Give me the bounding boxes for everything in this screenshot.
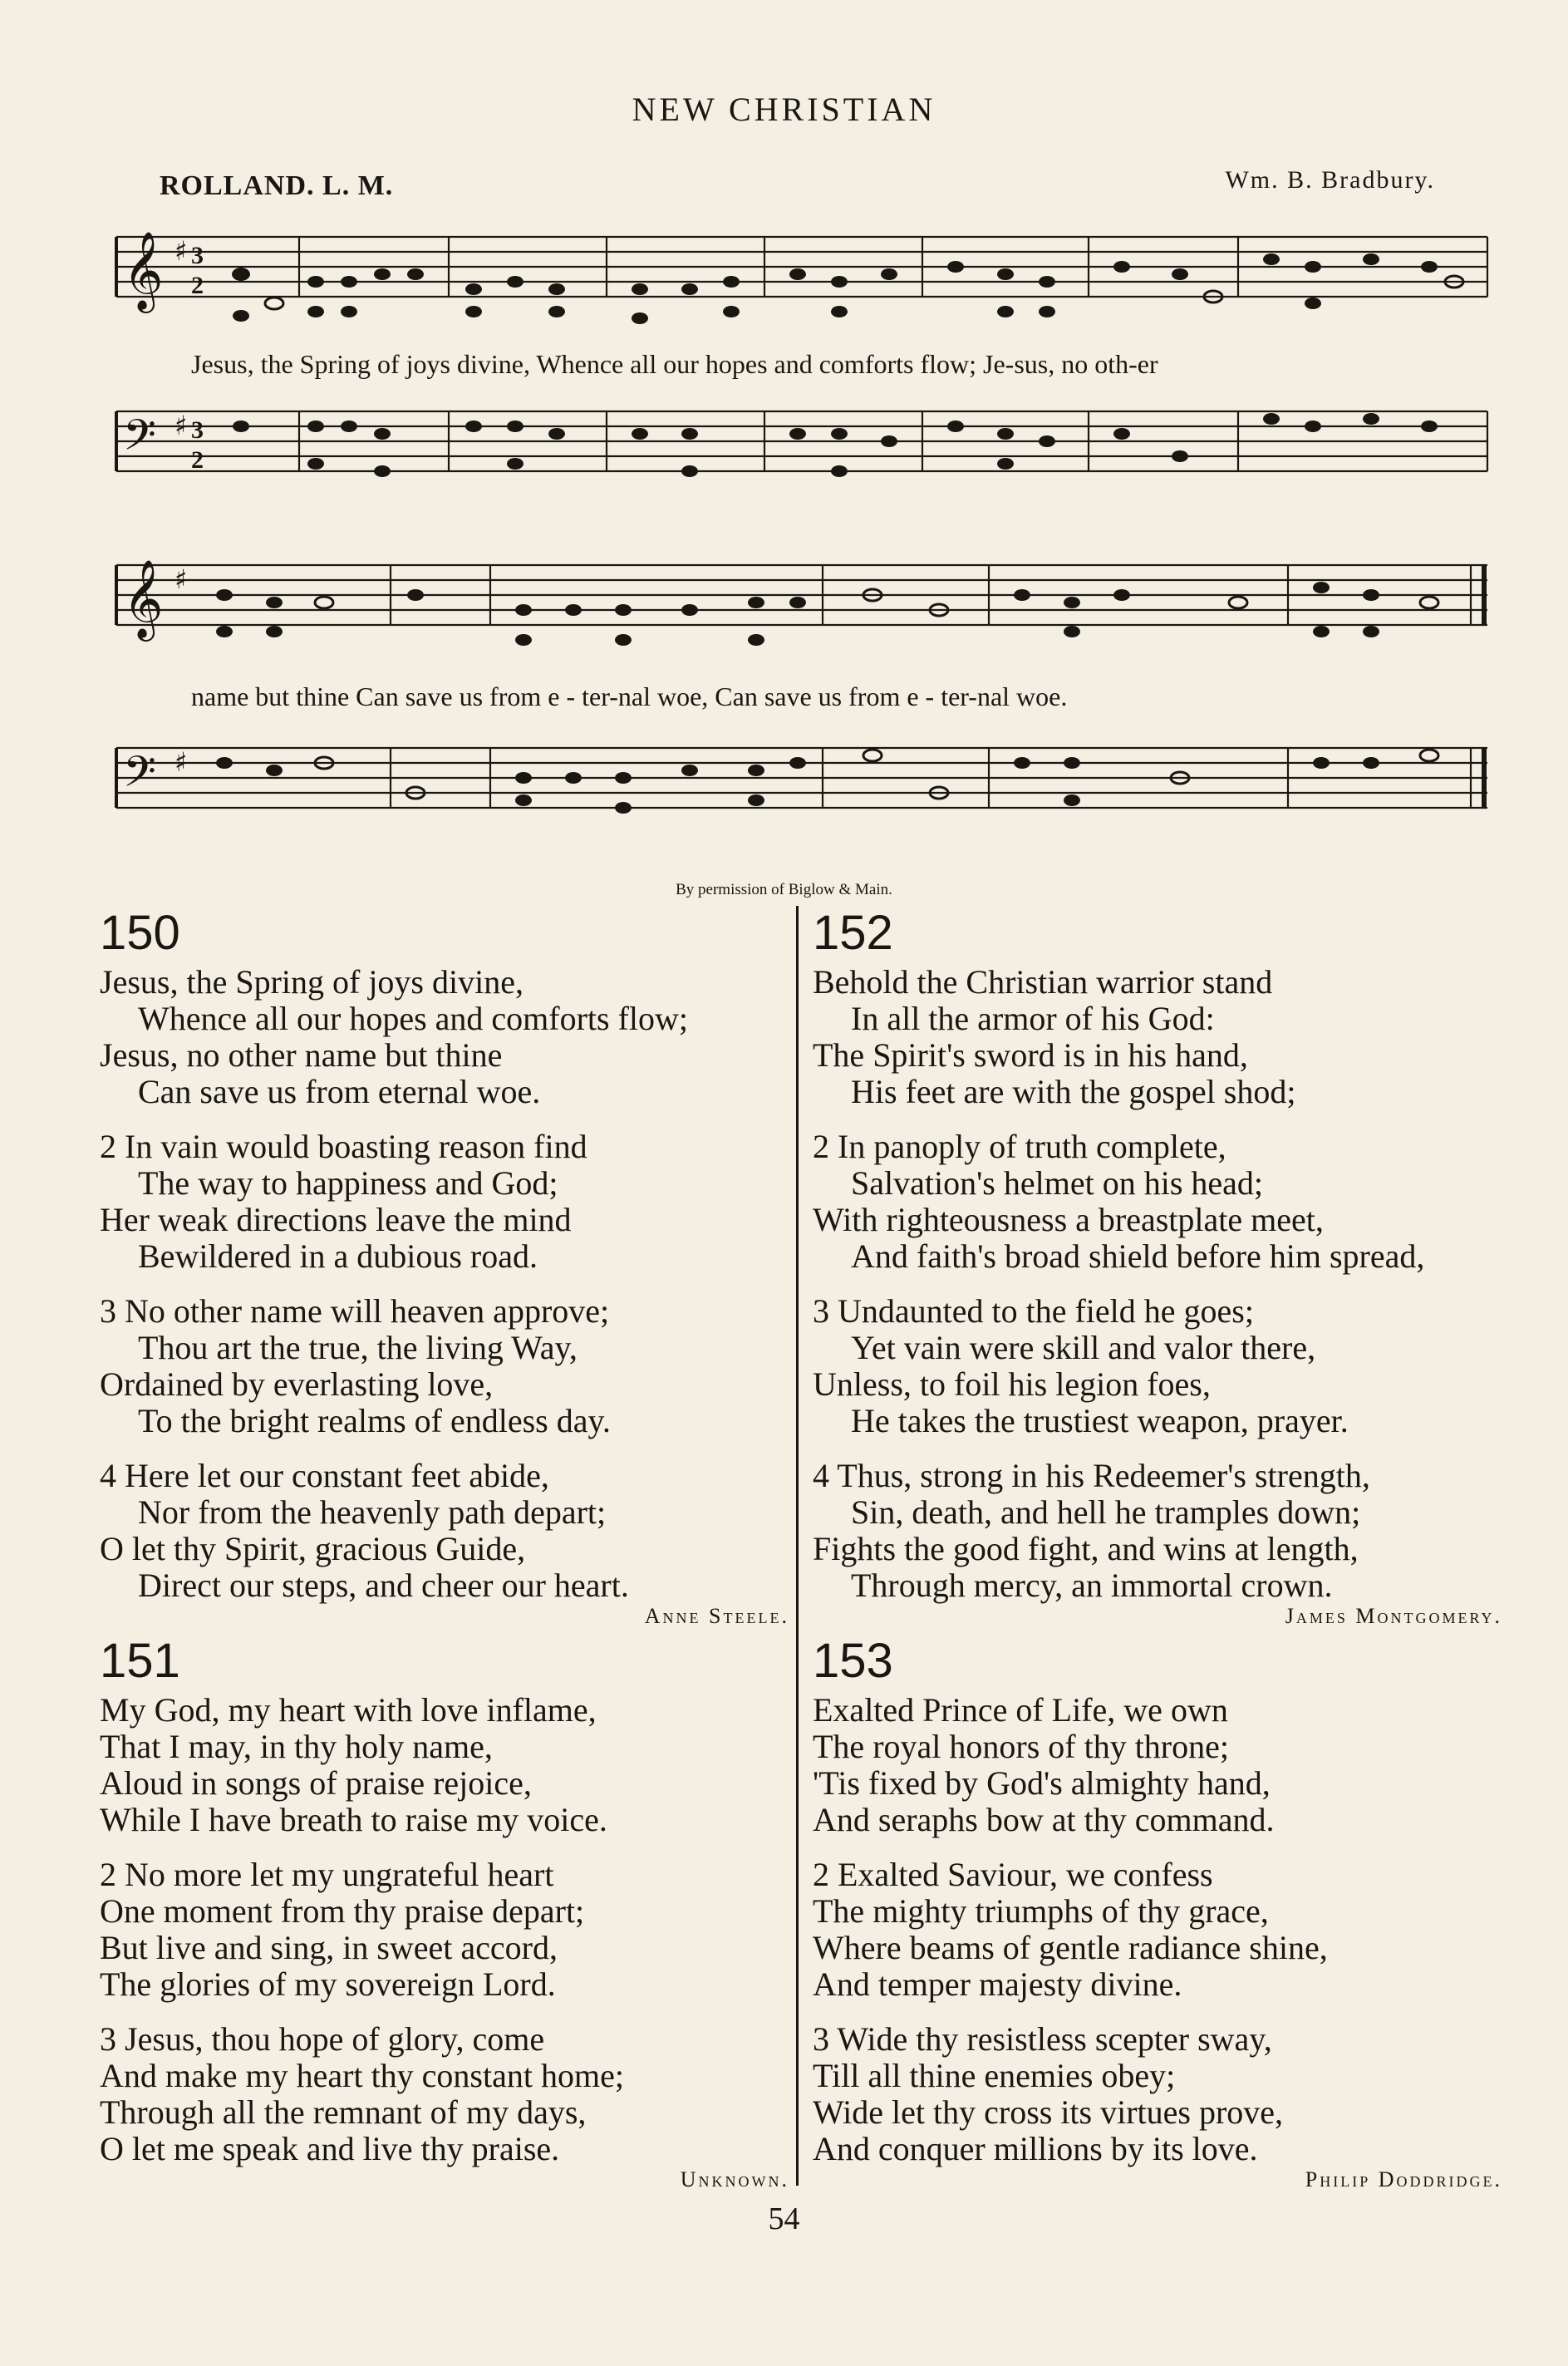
svg-text:♯: ♯ [174, 235, 188, 267]
permission-note: By permission of Biglow & Main. [676, 881, 892, 898]
verse-line: Thou art the true, the living Way, [138, 1329, 578, 1366]
verse-line: Sin, death, and hell he tramples down; [851, 1493, 1361, 1531]
running-head: NEW CHRISTIAN [632, 91, 936, 128]
verse-line: His feet are with the gospel shod; [851, 1073, 1296, 1110]
verse-line: Till all thine enemies obey; [813, 2057, 1176, 2094]
verse-line: But live and sing, in sweet accord, [100, 1929, 558, 1966]
verse-line: In all the armor of his God: [851, 1000, 1215, 1037]
verse-line: 4 Thus, strong in his Redeemer's strength, [813, 1457, 1370, 1494]
music-system-2 [108, 524, 1496, 881]
verse-line: To the bright realms of endless day. [138, 1402, 611, 1439]
verse-line: Wide let thy cross its virtues prove, [813, 2093, 1284, 2131]
left-column [100, 906, 814, 2197]
verse-line: Whence all our hopes and comforts flow; [138, 1000, 689, 1037]
composer: Wm. B. Bradbury. [1225, 166, 1435, 194]
svg-text:♯: ♯ [174, 410, 188, 441]
hymn-152 [813, 906, 1527, 1629]
verse-line: O let thy Spirit, gracious Guide, [100, 1530, 526, 1567]
verse-line: And faith's broad shield before him spread, [851, 1237, 1425, 1275]
stanza [813, 1857, 1527, 2003]
verse-line: 2 In panoply of truth complete, [813, 1128, 1226, 1165]
stanza [813, 2021, 1527, 2167]
verse-line: The mighty triumphs of thy grace, [813, 1892, 1269, 1930]
verse-line: 2 In vain would boasting reason find [100, 1128, 587, 1165]
svg-text:𝄞: 𝄞 [123, 231, 164, 310]
svg-text:2: 2 [191, 272, 204, 299]
verse-line: Fights the good fight, and wins at length, [813, 1530, 1359, 1567]
stanza [813, 1293, 1527, 1439]
verse-line: Bewildered in a dubious road. [138, 1237, 538, 1275]
verse-line: And seraphs bow at thy command. [813, 1801, 1275, 1838]
verse-line: 4 Here let our constant feet abide, [100, 1457, 549, 1494]
stanza [100, 1129, 814, 1275]
stanza [100, 2021, 814, 2167]
verse-line: Behold the Christian warrior stand [813, 963, 1273, 1001]
hymn-number: 151 [100, 1634, 180, 1688]
verse-line: One moment from thy praise depart; [100, 1892, 585, 1930]
verse-line: He takes the trustiest weapon, prayer. [851, 1402, 1349, 1439]
verse-line: The Spirit's sword is in his hand, [813, 1036, 1248, 1074]
verse-line: 2 Exalted Saviour, we confess [813, 1856, 1213, 1893]
svg-text:𝄞: 𝄞 [123, 559, 164, 638]
hymn-151 [100, 1634, 814, 2192]
verse-line: Aloud in songs of praise rejoice, [100, 1764, 532, 1802]
hymn-150 [100, 906, 814, 1629]
verse-line: The glories of my sovereign Lord. [100, 1965, 556, 2003]
verse-line: Through mercy, an immortal crown. [851, 1567, 1333, 1604]
svg-text:𝄢: 𝄢 [123, 410, 156, 470]
bass-staff-1 [108, 386, 1496, 503]
treble-staff-1 [108, 220, 1496, 337]
verse-line: Salvation's helmet on his head; [851, 1164, 1264, 1202]
svg-text:3: 3 [191, 416, 204, 444]
stanza [100, 964, 814, 1110]
verse-line: 3 Undaunted to the field he goes; [813, 1292, 1254, 1330]
verse-line: Where beams of gentle radiance shine, [813, 1929, 1328, 1966]
svg-text:𝄢: 𝄢 [123, 746, 156, 807]
verse-line: 3 Wide thy resistless scepter sway, [813, 2020, 1272, 2058]
stanza [813, 1458, 1527, 1604]
verse-line: Direct our steps, and cheer our heart. [138, 1567, 629, 1604]
verse-line: 3 No other name will heaven approve; [100, 1292, 610, 1330]
lyrics-line-1: Jesus, the Spring of joys divine, Whence all our hopes and comforts flow; Je-sus, no oth-er [191, 349, 1158, 379]
verse-line: Jesus, no other name but thine [100, 1036, 503, 1074]
hymn-number: 153 [813, 1634, 893, 1688]
stanza [813, 1692, 1527, 1838]
lyrics-line-2: name but thine Can save us from e - ter-nal woe, Can save us from e - ter-nal woe. [191, 681, 1068, 711]
verse-line: Through all the remnant of my days, [100, 2093, 587, 2131]
verse-line: And conquer millions by its love. [813, 2130, 1258, 2167]
author-credit: Philip Doddridge. [1305, 2167, 1502, 2191]
treble-staff-2 [108, 548, 1496, 665]
verse-line: 3 Jesus, thou hope of glory, come [100, 2020, 545, 2058]
verse-line: The way to happiness and God; [138, 1164, 558, 1202]
svg-text:2: 2 [191, 446, 204, 474]
right-column [813, 906, 1527, 2197]
verse-line: Yet vain were skill and valor there, [851, 1329, 1316, 1366]
hymn-number: 152 [813, 906, 893, 960]
verse-line: Can save us from eternal woe. [138, 1073, 541, 1110]
author-credit: Anne Steele. [644, 1604, 789, 1628]
svg-text:3: 3 [191, 242, 204, 269]
verse-line: And make my heart thy constant home; [100, 2057, 624, 2094]
bass-staff-2 [108, 723, 1496, 839]
verse-line: With righteousness a breastplate meet, [813, 1201, 1324, 1238]
verse-line: My God, my heart with love inflame, [100, 1691, 597, 1729]
stanza [813, 1129, 1527, 1275]
verse-line: Unless, to foil his legion foes, [813, 1365, 1211, 1403]
svg-text:♯: ♯ [174, 563, 188, 595]
verse-line: 'Tis fixed by God's almighty hand, [813, 1764, 1271, 1802]
music-system-1 [108, 212, 1496, 511]
verse-line: And temper majesty divine. [813, 1965, 1182, 2003]
verse-line: Jesus, the Spring of joys divine, [100, 963, 523, 1001]
svg-text:♯: ♯ [174, 746, 188, 778]
stanza [813, 964, 1527, 1110]
hymn-number: 150 [100, 906, 180, 960]
stanza [100, 1458, 814, 1604]
verse-line: The royal honors of thy throne; [813, 1728, 1229, 1765]
author-credit: Unknown. [680, 2167, 789, 2191]
verse-line: That I may, in thy holy name, [100, 1728, 493, 1765]
tune-name: ROLLAND. L. M. [160, 170, 394, 201]
verse-line: Her weak directions leave the mind [100, 1201, 572, 1238]
verse-line: Nor from the heavenly path depart; [138, 1493, 607, 1531]
verse-line: 2 No more let my ungrateful heart [100, 1856, 554, 1893]
verse-line: Ordained by everlasting love, [100, 1365, 494, 1403]
stanza [100, 1857, 814, 2003]
verse-line: O let me speak and live thy praise. [100, 2130, 560, 2167]
page-number: 54 [768, 2201, 800, 2236]
stanza [100, 1692, 814, 1838]
hymn-153 [813, 1634, 1527, 2192]
author-credit: James Montgomery. [1285, 1604, 1502, 1628]
stanza [100, 1293, 814, 1439]
verse-line: While I have breath to raise my voice. [100, 1801, 607, 1838]
verse-line: Exalted Prince of Life, we own [813, 1691, 1228, 1729]
